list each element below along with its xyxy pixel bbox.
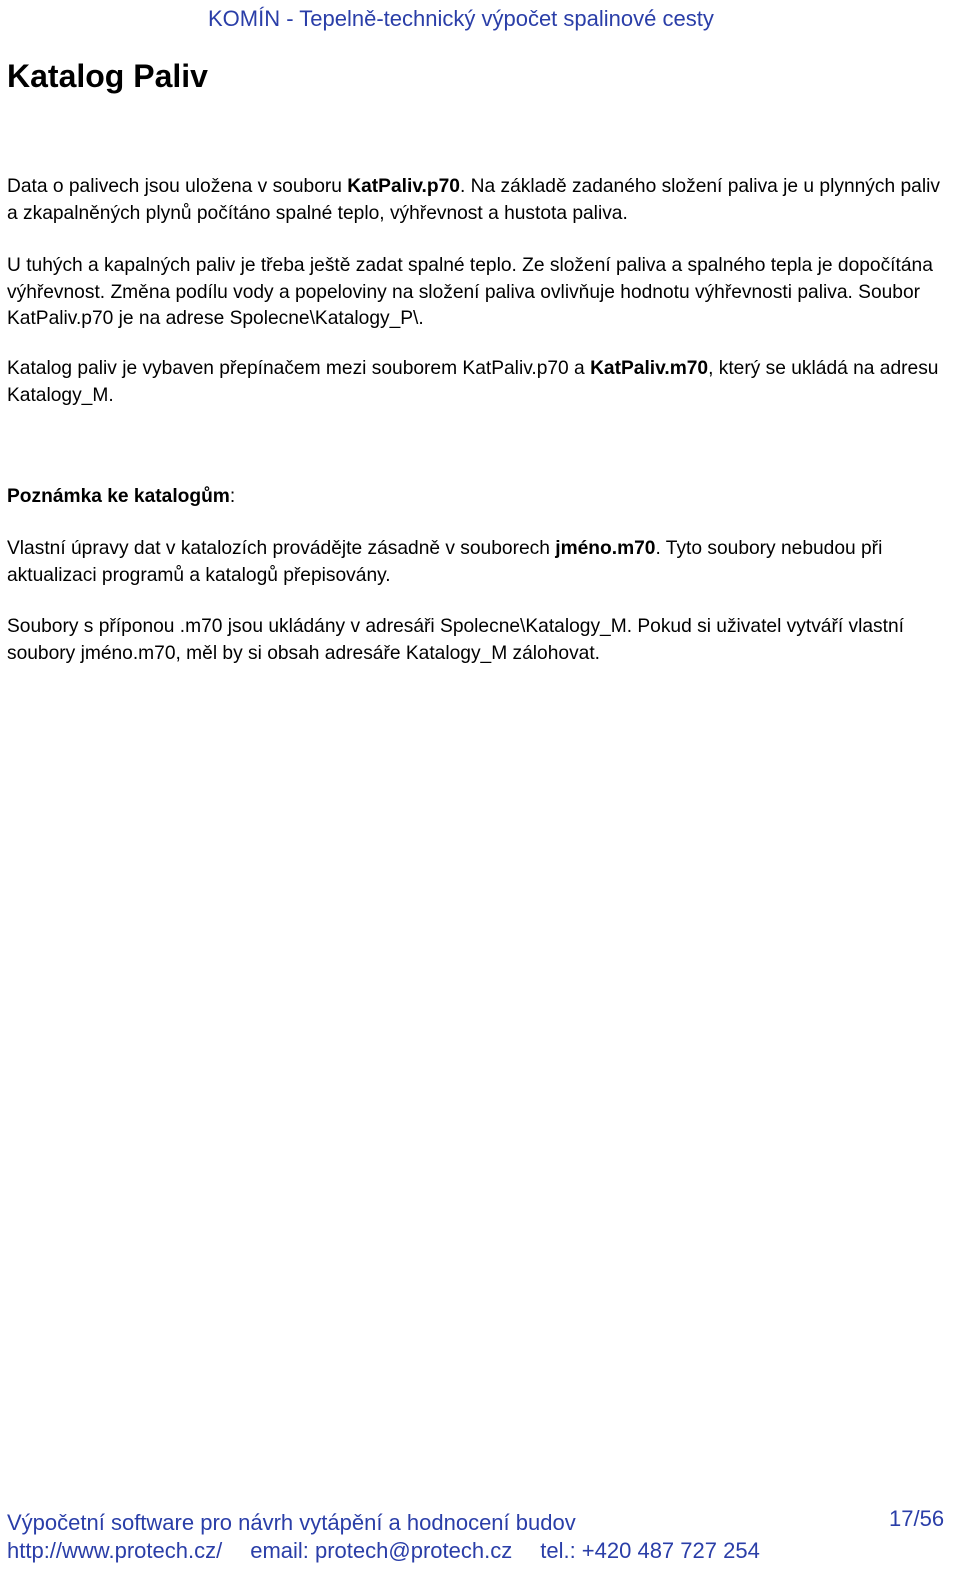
text: Data o palivech jsou uložena v souboru [7, 176, 348, 197]
paragraph-data-storage [7, 174, 955, 227]
paragraph-user-edits [7, 536, 955, 589]
filename-katpaliv-p70: KatPaliv.p70 [347, 176, 460, 197]
footer-email[interactable]: email: protech@protech.cz [250, 1538, 513, 1563]
header-title: KOMÍN - Tepelně-technický výpočet spalinové cesty [208, 6, 714, 31]
footer-software-title: Výpočetní software pro návrh vytápění a hodnocení budov [7, 1510, 576, 1535]
footer-url[interactable]: http://www.protech.cz/ [7, 1538, 223, 1563]
text: , který se ukládá na adresu Katalogy_M. [7, 358, 939, 406]
text: Katalog paliv je vybaven přepínačem mezi souborem KatPaliv.p70 a [7, 358, 591, 379]
filename-katpaliv: KatPaliv [590, 358, 665, 379]
text: Soubory s příponou .m70 jsou ukládány v adresáři Spolecne\Katalogy_M. Pokud si uživatel vytváří vlastní soubory jméno.m70, měl by si obsah adresáře Katalogy_M zálohovat. [7, 616, 904, 664]
note-heading [7, 484, 955, 511]
filename-ext-m70: .m70 [664, 358, 709, 379]
paragraph-m70-storage [7, 614, 955, 667]
text: : [229, 486, 236, 507]
paragraph-catalog-switch [7, 356, 955, 409]
footer-phone: tel.: +420 487 727 254 [540, 1538, 760, 1563]
paragraph-solid-liquid-fuels [7, 253, 955, 333]
text: Vlastní úpravy dat v katalozích provádějte zásadně v souborech [7, 538, 556, 559]
text: U tuhých a kapalných paliv je třeba ještě zadat spalné teplo. Ze složení paliva a spalného tepla je dopočítána výhřevnost. Změna podílu vody a popeloviny na složení paliva ovlivňuje hodnotu výhřevnosti paliva. Soubor KatPaliv.p70 je na adrese Spolecne\Katalogy_P\. [7, 255, 933, 329]
page-title: Katalog Paliv [7, 58, 208, 94]
text: . Tyto soubory nebudou při aktualizaci programů a katalogů přepisovány. [7, 538, 883, 586]
footer-contact [7, 1538, 788, 1564]
note-heading-label: Poznámka ke katalogům [7, 486, 230, 507]
text: . Na základě zadaného složení paliva je u plynných paliv a zkapalněných plynů počítáno spalné teplo, výhřevnost a hustota paliva. [7, 176, 940, 224]
filename-jmeno-m70: jméno.m70 [555, 538, 656, 559]
page-number: 17/56 [889, 1506, 945, 1531]
